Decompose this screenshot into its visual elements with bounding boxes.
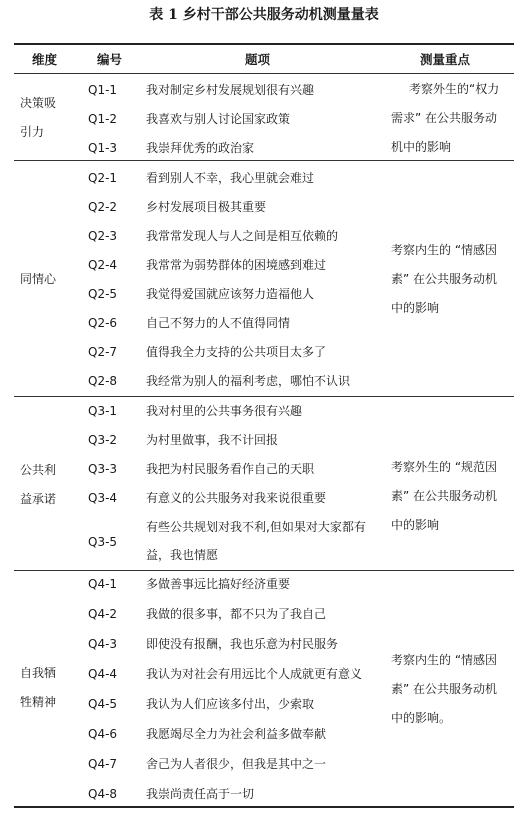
row-code: Q4-1: [88, 577, 118, 591]
dimension-cell: [20, 659, 56, 717]
row-code: Q3-1: [88, 404, 118, 418]
row-code: Q3-3: [88, 462, 118, 476]
row-item: 我崇拜优秀的政治家: [146, 141, 255, 155]
dimension-line: 引力: [20, 125, 45, 139]
row-item: 乡村发展项目极其重要: [146, 200, 267, 214]
row-code: Q2-1: [88, 171, 118, 185]
row-item: 我常常为弱势群体的困境感到难过: [146, 258, 327, 272]
row-item: 有些公共规划对我不利,但如果对大家都有: [146, 520, 366, 534]
row-item: 有意义的公共服务对我来说很重要: [146, 491, 327, 505]
focus-line: 素” 在公共服务动机: [391, 489, 498, 503]
row-code: Q2-6: [88, 316, 118, 330]
header-dimension: 维度: [32, 52, 58, 67]
row-code: Q4-5: [88, 697, 118, 711]
focus-cell: [391, 236, 497, 323]
row-code: Q3-4: [88, 491, 118, 505]
row-item: 我做的很多事，都不只为了我自己: [146, 607, 327, 621]
row-item: 我觉得爱国就应该努力造福他人: [146, 287, 315, 301]
row-item: 看到别人不幸，我心里就会难过: [146, 171, 315, 185]
row-item: 我愿竭尽全力为社会利益多做奉献: [146, 727, 327, 741]
focus-cell: [391, 646, 497, 733]
row-code: Q4-3: [88, 637, 118, 651]
row-item: 我对制定乡村发展规划很有兴趣: [146, 83, 315, 97]
row-code: Q4-6: [88, 727, 118, 741]
row-item: 为村里做事，我不计回报: [146, 433, 279, 447]
header-item: 题项: [245, 52, 271, 67]
row-code: Q2-8: [88, 374, 118, 388]
group-rule: [14, 570, 514, 571]
focus-line: 素” 在公共服务动机: [391, 682, 498, 696]
row-code: Q1-2: [88, 112, 118, 126]
row-code: Q4-4: [88, 667, 118, 681]
dimension-cell: [20, 265, 56, 294]
row-code: Q1-3: [88, 141, 118, 155]
row-item: 我把为村民服务看作自己的天职: [146, 462, 315, 476]
row-code: Q2-2: [88, 200, 118, 214]
row-item: 值得我全力支持的公共项目太多了: [146, 345, 327, 359]
row-code: Q2-3: [88, 229, 118, 243]
dimension-line: 决策吸: [20, 96, 57, 110]
row-code: Q2-4: [88, 258, 118, 272]
focus-line: 机中的影响: [391, 140, 452, 154]
row-item: 我对村里的公共事务很有兴趣: [146, 404, 303, 418]
row-code: Q2-5: [88, 287, 118, 301]
focus-line: 考察外生的“权力: [409, 82, 500, 96]
focus-line: 中的影响: [391, 301, 440, 315]
row-code: Q2-7: [88, 345, 118, 359]
dimension-line: 益承诺: [20, 492, 57, 506]
header-code: 编号: [97, 52, 123, 67]
row-item: 我认为对社会有用远比个人成就更有意义: [146, 667, 363, 681]
group-rule: [14, 160, 514, 161]
focus-line: 需求” 在公共服务动: [391, 111, 498, 125]
dimension-line: 牲精神: [20, 695, 57, 709]
row-item: 多做善事远比搞好经济重要: [146, 577, 291, 591]
dimension-cell: [20, 456, 56, 514]
focus-cell: [391, 75, 499, 162]
focus-cell: [391, 453, 497, 540]
group-rule: [14, 396, 514, 397]
row-code: Q3-5: [88, 535, 118, 549]
header-rule: [14, 73, 514, 74]
dimension-line: 自我牺: [20, 666, 57, 680]
dimension-line: 公共利: [20, 463, 57, 477]
row-item: 我经常为别人的福利考虑，哪怕不认识: [146, 374, 351, 388]
header-focus: 测量重点: [420, 52, 471, 67]
row-item: 我认为人们应该多付出，少索取: [146, 697, 315, 711]
dimension-cell: [20, 89, 56, 147]
row-code: Q1-1: [88, 83, 118, 97]
row-item-continued: 益，我也情愿: [146, 548, 219, 562]
row-item: 我喜欢与别人讨论国家政策: [146, 112, 291, 126]
row-code: Q4-2: [88, 607, 118, 621]
row-item: 我常常发现人与人之间是相互依赖的: [146, 229, 339, 243]
row-item: 我崇尚责任高于一切: [146, 787, 255, 801]
row-item: 舍己为人者很少，但我是其中之一: [146, 757, 327, 771]
row-item: 即使没有报酬，我也乐意为村民服务: [146, 637, 339, 651]
focus-line: 中的影响。: [391, 711, 452, 725]
dimension-line: 同情心: [20, 272, 57, 286]
table-top-rule: [14, 43, 514, 45]
focus-line: 考察外生的 “规范因: [391, 460, 498, 474]
focus-line: 中的影响: [391, 518, 440, 532]
row-code: Q4-7: [88, 757, 118, 771]
row-code: Q3-2: [88, 433, 118, 447]
row-code: Q4-8: [88, 787, 118, 801]
table-bottom-rule: [14, 806, 514, 808]
focus-line: 考察内生的 “情感因: [391, 653, 498, 667]
focus-line: 素” 在公共服务动机: [391, 272, 498, 286]
row-item: 自己不努力的人不值得同情: [146, 316, 291, 330]
focus-line: 考察内生的 “情感因: [391, 243, 498, 257]
table-title: 表 1 乡村干部公共服务动机测量量表: [149, 7, 379, 23]
